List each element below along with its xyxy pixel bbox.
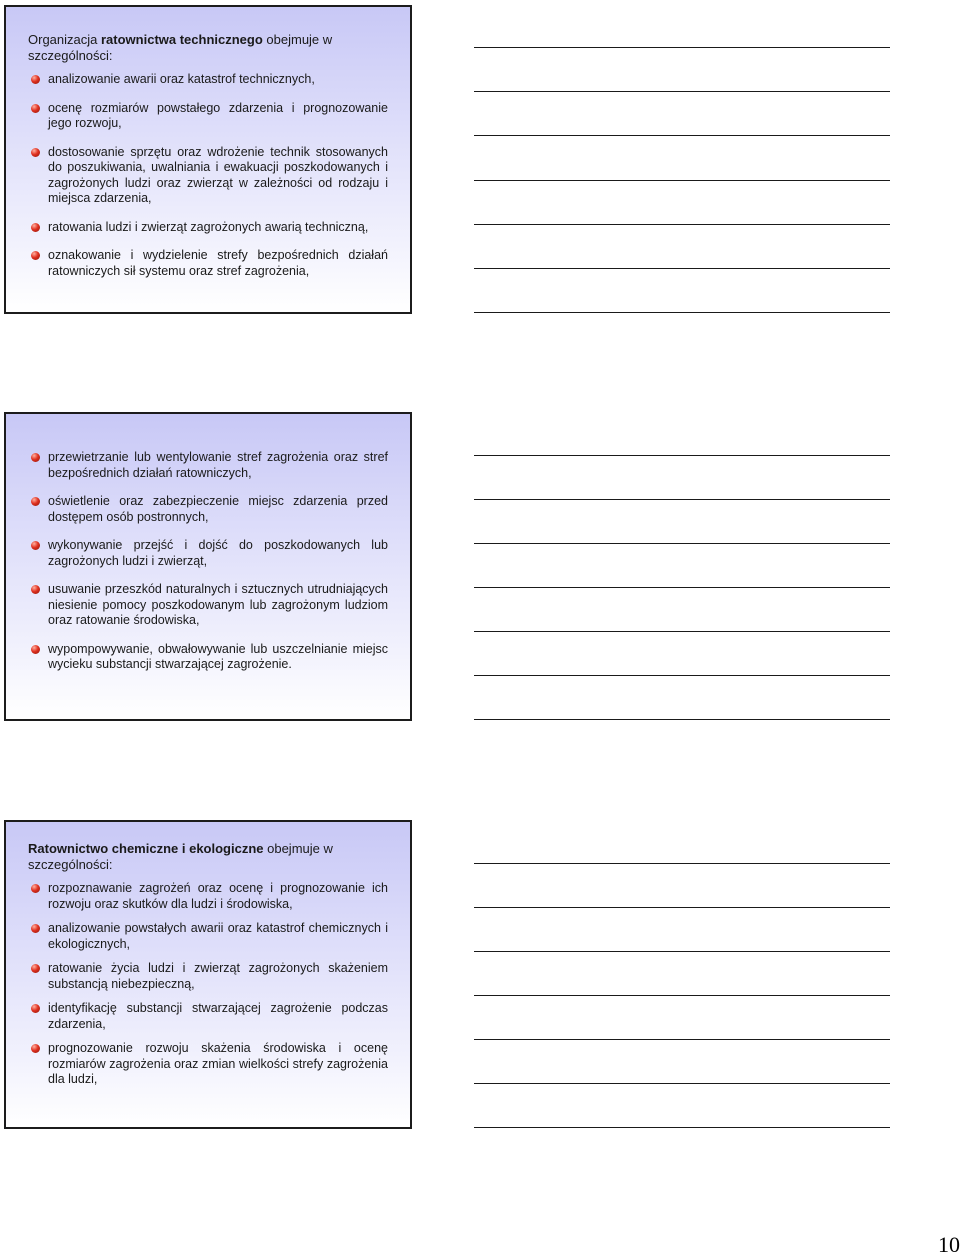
bullet-icon xyxy=(31,223,40,232)
slide-2-content xyxy=(28,450,388,686)
slide-3-intro xyxy=(28,841,388,873)
list-item-text: wykonywanie przejść i dojść do poszkodowanych lub zagrożonych ludzi i zwierząt, xyxy=(48,538,388,568)
note-line xyxy=(474,951,890,952)
list-item xyxy=(28,72,388,88)
note-line xyxy=(474,91,890,92)
note-line xyxy=(474,47,890,48)
note-line xyxy=(474,135,890,136)
bullet-icon xyxy=(31,645,40,654)
list-item-text: analizowanie powstałych awarii oraz katastrof chemicznych i ekologicznych, xyxy=(48,921,388,951)
slide-1-intro-bold: ratownictwa technicznego xyxy=(100,32,263,47)
list-item-text: przewietrzanie lub wentylowanie stref zagrożenia oraz stref bezpośrednich działań ratowniczych, xyxy=(48,450,388,480)
list-item xyxy=(28,494,388,525)
bullet-icon xyxy=(31,453,40,462)
list-item-text: oznakowanie i wydzielenie strefy bezpośrednich działań ratowniczych sił systemu oraz stref zagrożenia, xyxy=(48,248,388,278)
note-line xyxy=(474,1127,890,1128)
slide-2 xyxy=(4,412,412,721)
note-line xyxy=(474,631,890,632)
note-line xyxy=(474,1039,890,1040)
bullet-icon xyxy=(31,104,40,113)
note-line xyxy=(474,268,890,269)
list-item xyxy=(28,101,388,132)
slide-1-intro-suffix: obejmuje w szczególności: xyxy=(28,32,333,63)
list-item xyxy=(28,582,388,629)
slide-3-bullet-list xyxy=(28,881,388,1088)
list-item xyxy=(28,921,388,952)
list-item-text: dostosowanie sprzętu oraz wdrożenie technik stosowanych do poszukiwania, uwalniania i ewakuacji poszkodowanych i zagrożonych ludzi oraz zwierząt w zależności od rodzaju i miejsca zdarzenia, xyxy=(48,144,388,205)
list-item-text: ocenę rozmiarów powstałego zdarzenia i prognozowanie jego rozwoju, xyxy=(48,100,388,130)
slide-2-bullet-list xyxy=(28,450,388,673)
note-line xyxy=(474,499,890,500)
list-item xyxy=(28,881,388,912)
bullet-icon xyxy=(31,1044,40,1053)
note-line xyxy=(474,180,890,181)
list-item xyxy=(28,1041,388,1088)
slide-1 xyxy=(4,5,412,314)
slide-3-content xyxy=(28,841,388,1097)
bullet-icon xyxy=(31,1004,40,1013)
list-item xyxy=(28,1001,388,1032)
list-item-text: oświetlenie oraz zabezpieczenie miejsc zdarzenia przed dostępem osób postronnych, xyxy=(48,494,388,524)
bullet-icon xyxy=(31,884,40,893)
page-number: 10 xyxy=(938,1232,960,1257)
bullet-icon xyxy=(31,585,40,594)
list-item xyxy=(28,961,388,992)
list-item xyxy=(28,450,388,481)
note-line xyxy=(474,455,890,456)
slide-3-intro-bold: Ratownictwo chemiczne i ekologiczne xyxy=(28,841,264,856)
bullet-icon xyxy=(31,497,40,506)
note-line xyxy=(474,907,890,908)
slide-1-content xyxy=(28,32,388,292)
slide-3 xyxy=(4,820,412,1129)
list-item-text: identyfikację substancji stwarzającej zagrożenie podczas zdarzenia, xyxy=(48,1001,388,1031)
list-item xyxy=(28,220,388,236)
bullet-icon xyxy=(31,541,40,550)
bullet-icon xyxy=(31,251,40,260)
note-line xyxy=(474,312,890,313)
list-item-text: ratowania ludzi i zwierząt zagrożonych awarią techniczną, xyxy=(48,219,369,234)
note-line xyxy=(474,1083,890,1084)
note-line xyxy=(474,719,890,720)
list-item xyxy=(28,538,388,569)
note-line xyxy=(474,587,890,588)
slide-1-intro-prefix: Organizacja xyxy=(28,32,101,47)
list-item xyxy=(28,145,388,207)
note-line xyxy=(474,863,890,864)
slide-1-bullet-list xyxy=(28,72,388,279)
list-item xyxy=(28,642,388,673)
note-line xyxy=(474,224,890,225)
slide-3-intro-suffix: obejmuje w szczególności: xyxy=(28,841,333,872)
list-item-text: wypompowywanie, obwałowywanie lub uszczelnianie miejsc wycieku substancji stwarzającej zagrożenie. xyxy=(48,641,388,671)
list-item-text: analizowanie awarii oraz katastrof technicznych, xyxy=(48,72,315,86)
slide-1-intro xyxy=(28,32,388,64)
note-line xyxy=(474,543,890,544)
list-item-text: rozpoznawanie zagrożeń oraz ocenę i prognozowanie ich rozwoju oraz skutków dla ludzi i środowiska, xyxy=(48,881,388,911)
bullet-icon xyxy=(31,148,40,157)
bullet-icon xyxy=(31,964,40,973)
list-item-text: ratowanie życia ludzi i zwierząt zagrożonych skażeniem substancją niebezpieczną, xyxy=(48,961,388,991)
bullet-icon xyxy=(31,924,40,933)
bullet-icon xyxy=(31,75,40,84)
note-line xyxy=(474,675,890,676)
list-item xyxy=(28,248,388,279)
list-item-text: prognozowanie rozwoju skażenia środowiska i ocenę rozmiarów zagrożenia oraz zmian wielkości strefy zagrożenia dla ludzi, xyxy=(48,1041,388,1086)
list-item-text: usuwanie przeszkód naturalnych i sztucznych utrudniających niesienie pomocy poszkodowanym lub zagrożonym ludziom oraz ratowanie środowiska, xyxy=(48,582,388,627)
note-line xyxy=(474,995,890,996)
